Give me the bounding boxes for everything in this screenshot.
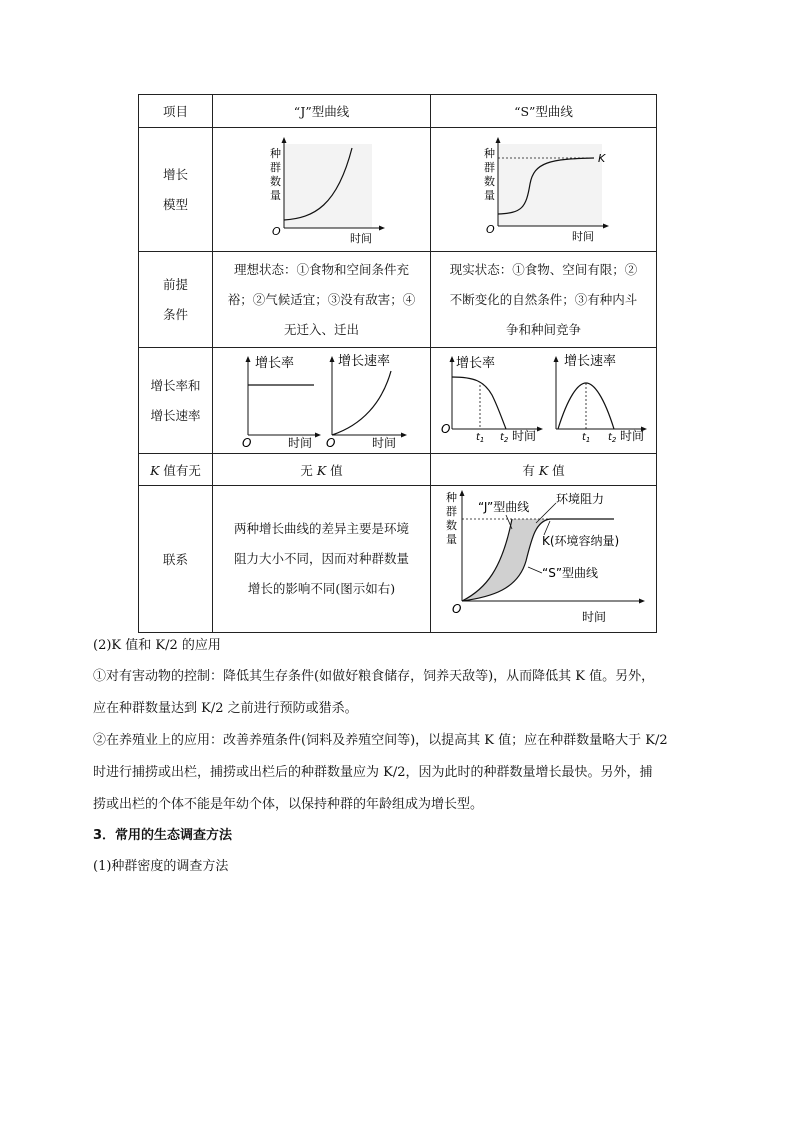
svg-text:环境阻力: 环境阻力 xyxy=(555,492,604,506)
paragraph-aquaculture-2: 时进行捕捞或出栏，捕捞或出栏后的种群数量应为 K/2，因为此时的种群数量增长最快。另外，捕 xyxy=(93,765,653,780)
svg-text:增长速率: 增长速率 xyxy=(337,353,390,369)
row-label-growth-rate: 增长率和 增长速率 xyxy=(139,348,213,454)
s-rate-cell xyxy=(431,348,657,454)
svg-text:O: O xyxy=(271,224,281,238)
s-rate-graphs xyxy=(432,351,656,451)
svg-text:“J”型曲线: “J”型曲线 xyxy=(477,500,529,514)
paragraph-aquaculture-3: 捞或出栏的个体不能是年幼个体，以保持种群的年龄组成为增长型。 xyxy=(93,797,484,812)
s-condition-cell: 现实状态：①食物、空间有限；② 不断变化的自然条件；③有种内斗 争和种间竞争 xyxy=(431,252,657,348)
relation-graph-cell xyxy=(431,486,657,633)
relation-text-cell: 两种增长曲线的差异主要是环境 阻力大小不同，因而对种群数量 增长的影响不同(图示如右) xyxy=(213,486,431,633)
svg-text:种: 种 xyxy=(483,146,495,160)
svg-text:增长率: 增长率 xyxy=(455,355,495,371)
environmental-resistance-area xyxy=(462,519,550,601)
relation-graph xyxy=(432,489,656,629)
svg-text:O: O xyxy=(451,602,461,616)
svg-text:时间: 时间 xyxy=(619,428,644,443)
s-rate-curve xyxy=(452,377,506,429)
table-row-growth-rate xyxy=(139,348,657,454)
svg-text:O: O xyxy=(440,421,450,436)
s-k-cell: 有 K 值 xyxy=(431,454,657,486)
svg-text:t1: $t_1$ xyxy=(475,431,484,444)
svg-text:量: 量 xyxy=(445,533,457,546)
header-j-curve: “J”型曲线 xyxy=(213,95,431,128)
svg-text:O: O xyxy=(485,222,495,236)
svg-text:K: K xyxy=(597,151,605,165)
svg-text:K(环境容纳量): K(环境容纳量) xyxy=(541,534,619,548)
s-model-graph xyxy=(464,134,624,246)
svg-text:量: 量 xyxy=(483,188,495,202)
svg-text:数: 数 xyxy=(269,174,281,188)
svg-text:O: O xyxy=(241,435,251,450)
svg-text:数: 数 xyxy=(483,174,495,188)
svg-text:量: 量 xyxy=(269,188,281,202)
j-k-cell: 无 K 值 xyxy=(213,454,431,486)
paragraph-k-application-heading: (2)K 值和 K/2 的应用 xyxy=(93,638,221,653)
header-item: 项目 xyxy=(139,95,213,128)
row-label-k-value: K 值有无 xyxy=(139,454,213,486)
svg-text:群: 群 xyxy=(445,505,457,518)
svg-text:时间: 时间 xyxy=(571,229,594,243)
svg-text:O: O xyxy=(325,435,335,450)
svg-text:增长速率: 增长速率 xyxy=(563,353,616,369)
row-label-relation: 联系 xyxy=(139,486,213,633)
section-heading-survey-methods: 3．常用的生态调查方法 xyxy=(93,828,233,843)
table-row-growth-model xyxy=(139,128,657,252)
paragraph-pest-control-2: 应在种群数量达到 K/2 之前进行预防或猎杀。 xyxy=(93,701,358,716)
svg-text:时间: 时间 xyxy=(581,610,606,624)
svg-text:t2: $t_2$ xyxy=(607,431,616,444)
j-model-cell xyxy=(213,128,431,252)
svg-text:时间: 时间 xyxy=(511,428,536,443)
s-model-cell xyxy=(431,128,657,252)
j-rate-cell xyxy=(213,348,431,454)
svg-text:时间: 时间 xyxy=(349,231,372,245)
svg-text:时间: 时间 xyxy=(287,435,312,450)
j-rate-graphs xyxy=(214,351,430,451)
paragraph-aquaculture-1: ②在养殖业上的应用：改善养殖条件(饲料及养殖空间等)，以提高其 K 值；应在种群数量略大于 K/2 xyxy=(93,733,668,748)
table-header-row xyxy=(139,95,657,128)
j-model-graph xyxy=(252,134,392,246)
svg-text:种: 种 xyxy=(269,146,281,160)
paragraph-pest-control-1: ①对有害动物的控制：降低其生存条件(如做好粮食储存，饲养天敌等)，从而降低其 K 值。另外， xyxy=(93,669,655,684)
svg-text:种: 种 xyxy=(445,491,457,504)
growth-curve-comparison-table xyxy=(138,94,657,633)
svg-text:群: 群 xyxy=(269,160,281,174)
svg-text:时间: 时间 xyxy=(371,435,396,450)
table-row-relation xyxy=(139,486,657,633)
header-s-curve: “S”型曲线 xyxy=(431,95,657,128)
table-row-k-value xyxy=(139,454,657,486)
svg-text:t1: $t_1$ xyxy=(581,431,590,444)
row-label-growth-model: 增长 模型 xyxy=(139,128,213,252)
paragraph-population-density-method: (1)种群密度的调查方法 xyxy=(93,859,229,874)
table-row-precondition xyxy=(139,252,657,348)
s-speed-curve xyxy=(558,383,614,429)
svg-text:“S”型曲线: “S”型曲线 xyxy=(541,566,598,580)
svg-text:增长率: 增长率 xyxy=(254,355,294,371)
svg-text:群: 群 xyxy=(483,160,495,174)
j-condition-cell: 理想状态：①食物和空间条件充 裕；②气候适宜；③没有敌害；④ 无迁入、迁出 xyxy=(213,252,431,348)
svg-text:数: 数 xyxy=(445,519,457,532)
row-label-precondition: 前提 条件 xyxy=(139,252,213,348)
j-speed-curve xyxy=(332,371,391,435)
svg-text:t2: $t_2$ xyxy=(499,431,508,444)
